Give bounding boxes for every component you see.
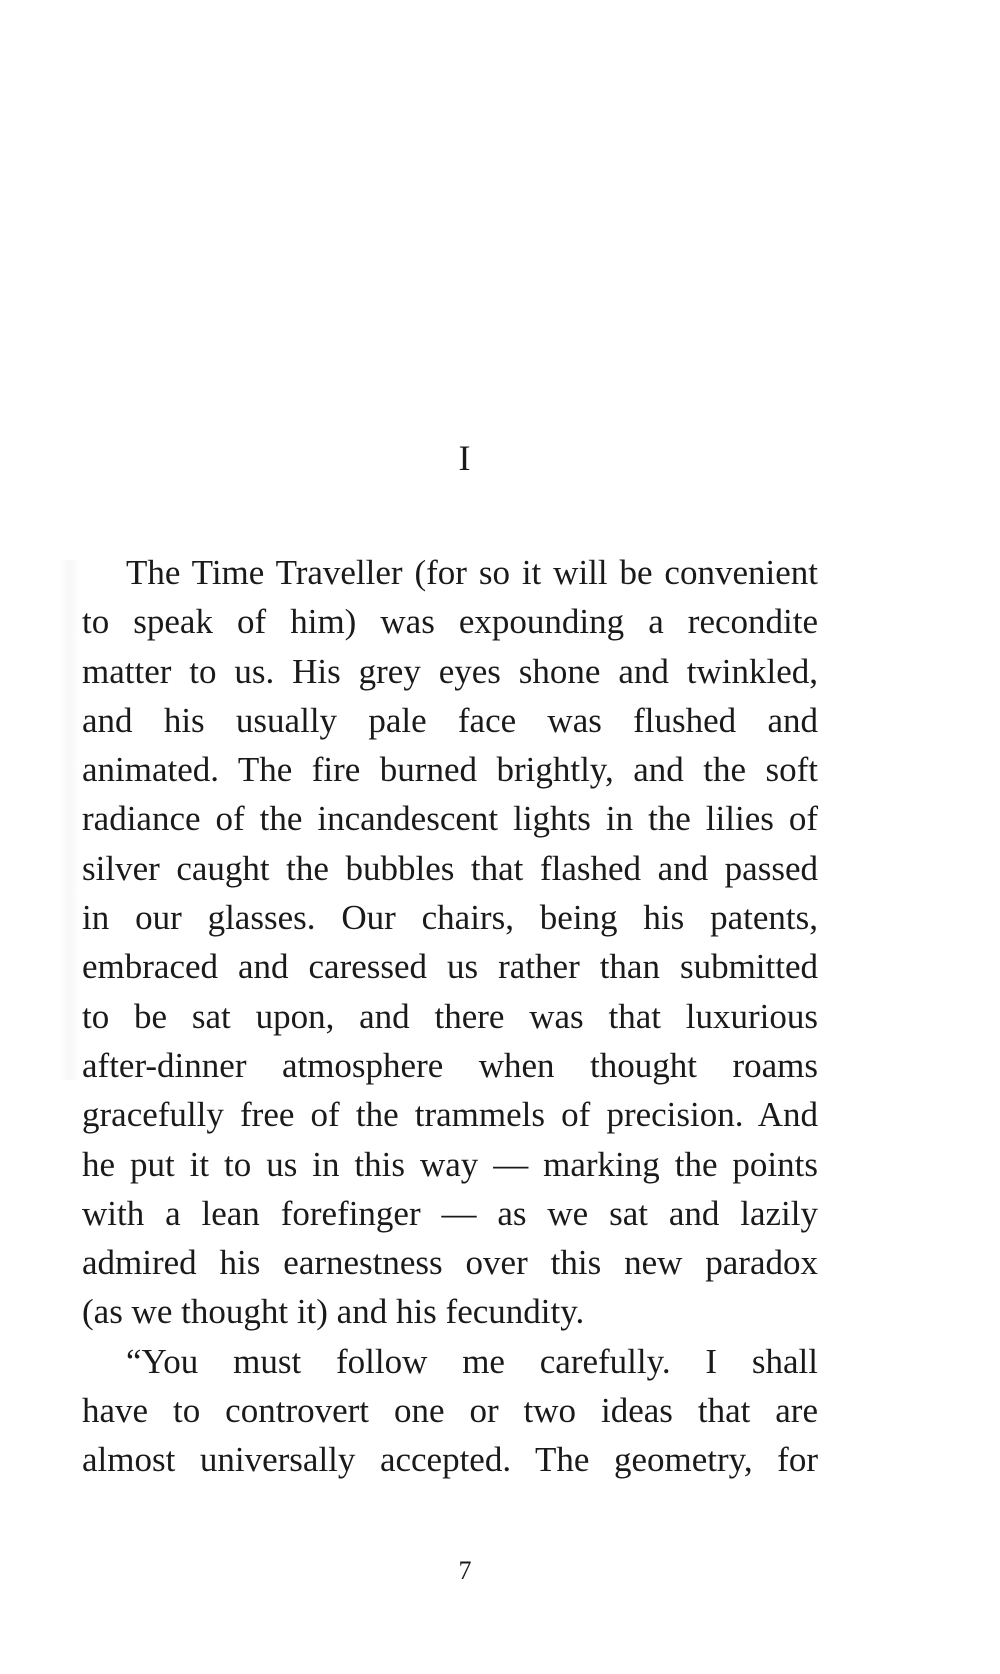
bleed-through-shadow — [60, 560, 80, 1080]
text-line: and his usually pale face was flushed and — [82, 700, 818, 740]
text-line: The Time Traveller (for so it will be convenient — [126, 553, 818, 592]
text-line: he put it to us in this way — marking the points — [82, 1144, 818, 1184]
chapter-number: I — [458, 438, 472, 478]
page-number: 7 — [458, 1556, 472, 1585]
text-line: in our glasses. Our chairs, being his patents, — [82, 898, 818, 938]
text-line: to be sat upon, and there was that luxurious — [82, 996, 818, 1036]
text-line: “You must follow me carefully. I shall — [126, 1341, 818, 1381]
text-line: animated. The fire burned brightly, and the soft — [82, 750, 818, 790]
text-line: have to controvert one or two ideas that are — [82, 1391, 818, 1431]
text-line: gracefully free of the trammels of precision. And — [82, 1095, 818, 1135]
text-line: radiance of the incandescent lights in the lilies of — [82, 799, 818, 839]
text-line: matter to us. His grey eyes shone and twinkled, — [82, 651, 818, 691]
body-text — [82, 548, 818, 1485]
text-line: after-dinner atmosphere when thought roams — [82, 1045, 818, 1085]
text-line: to speak of him) was expounding a recondite — [82, 602, 818, 642]
text-line: silver caught the bubbles that flashed and passed — [82, 848, 818, 888]
text-line: almost universally accepted. The geometry, for — [82, 1440, 818, 1480]
text-line: (as we thought it) and his fecundity. — [82, 1292, 585, 1332]
text-line: embraced and caressed us rather than submitted — [82, 947, 818, 987]
text-line: with a lean forefinger — as we sat and lazily — [82, 1193, 818, 1233]
text-line: admired his earnestness over this new paradox — [82, 1243, 818, 1283]
